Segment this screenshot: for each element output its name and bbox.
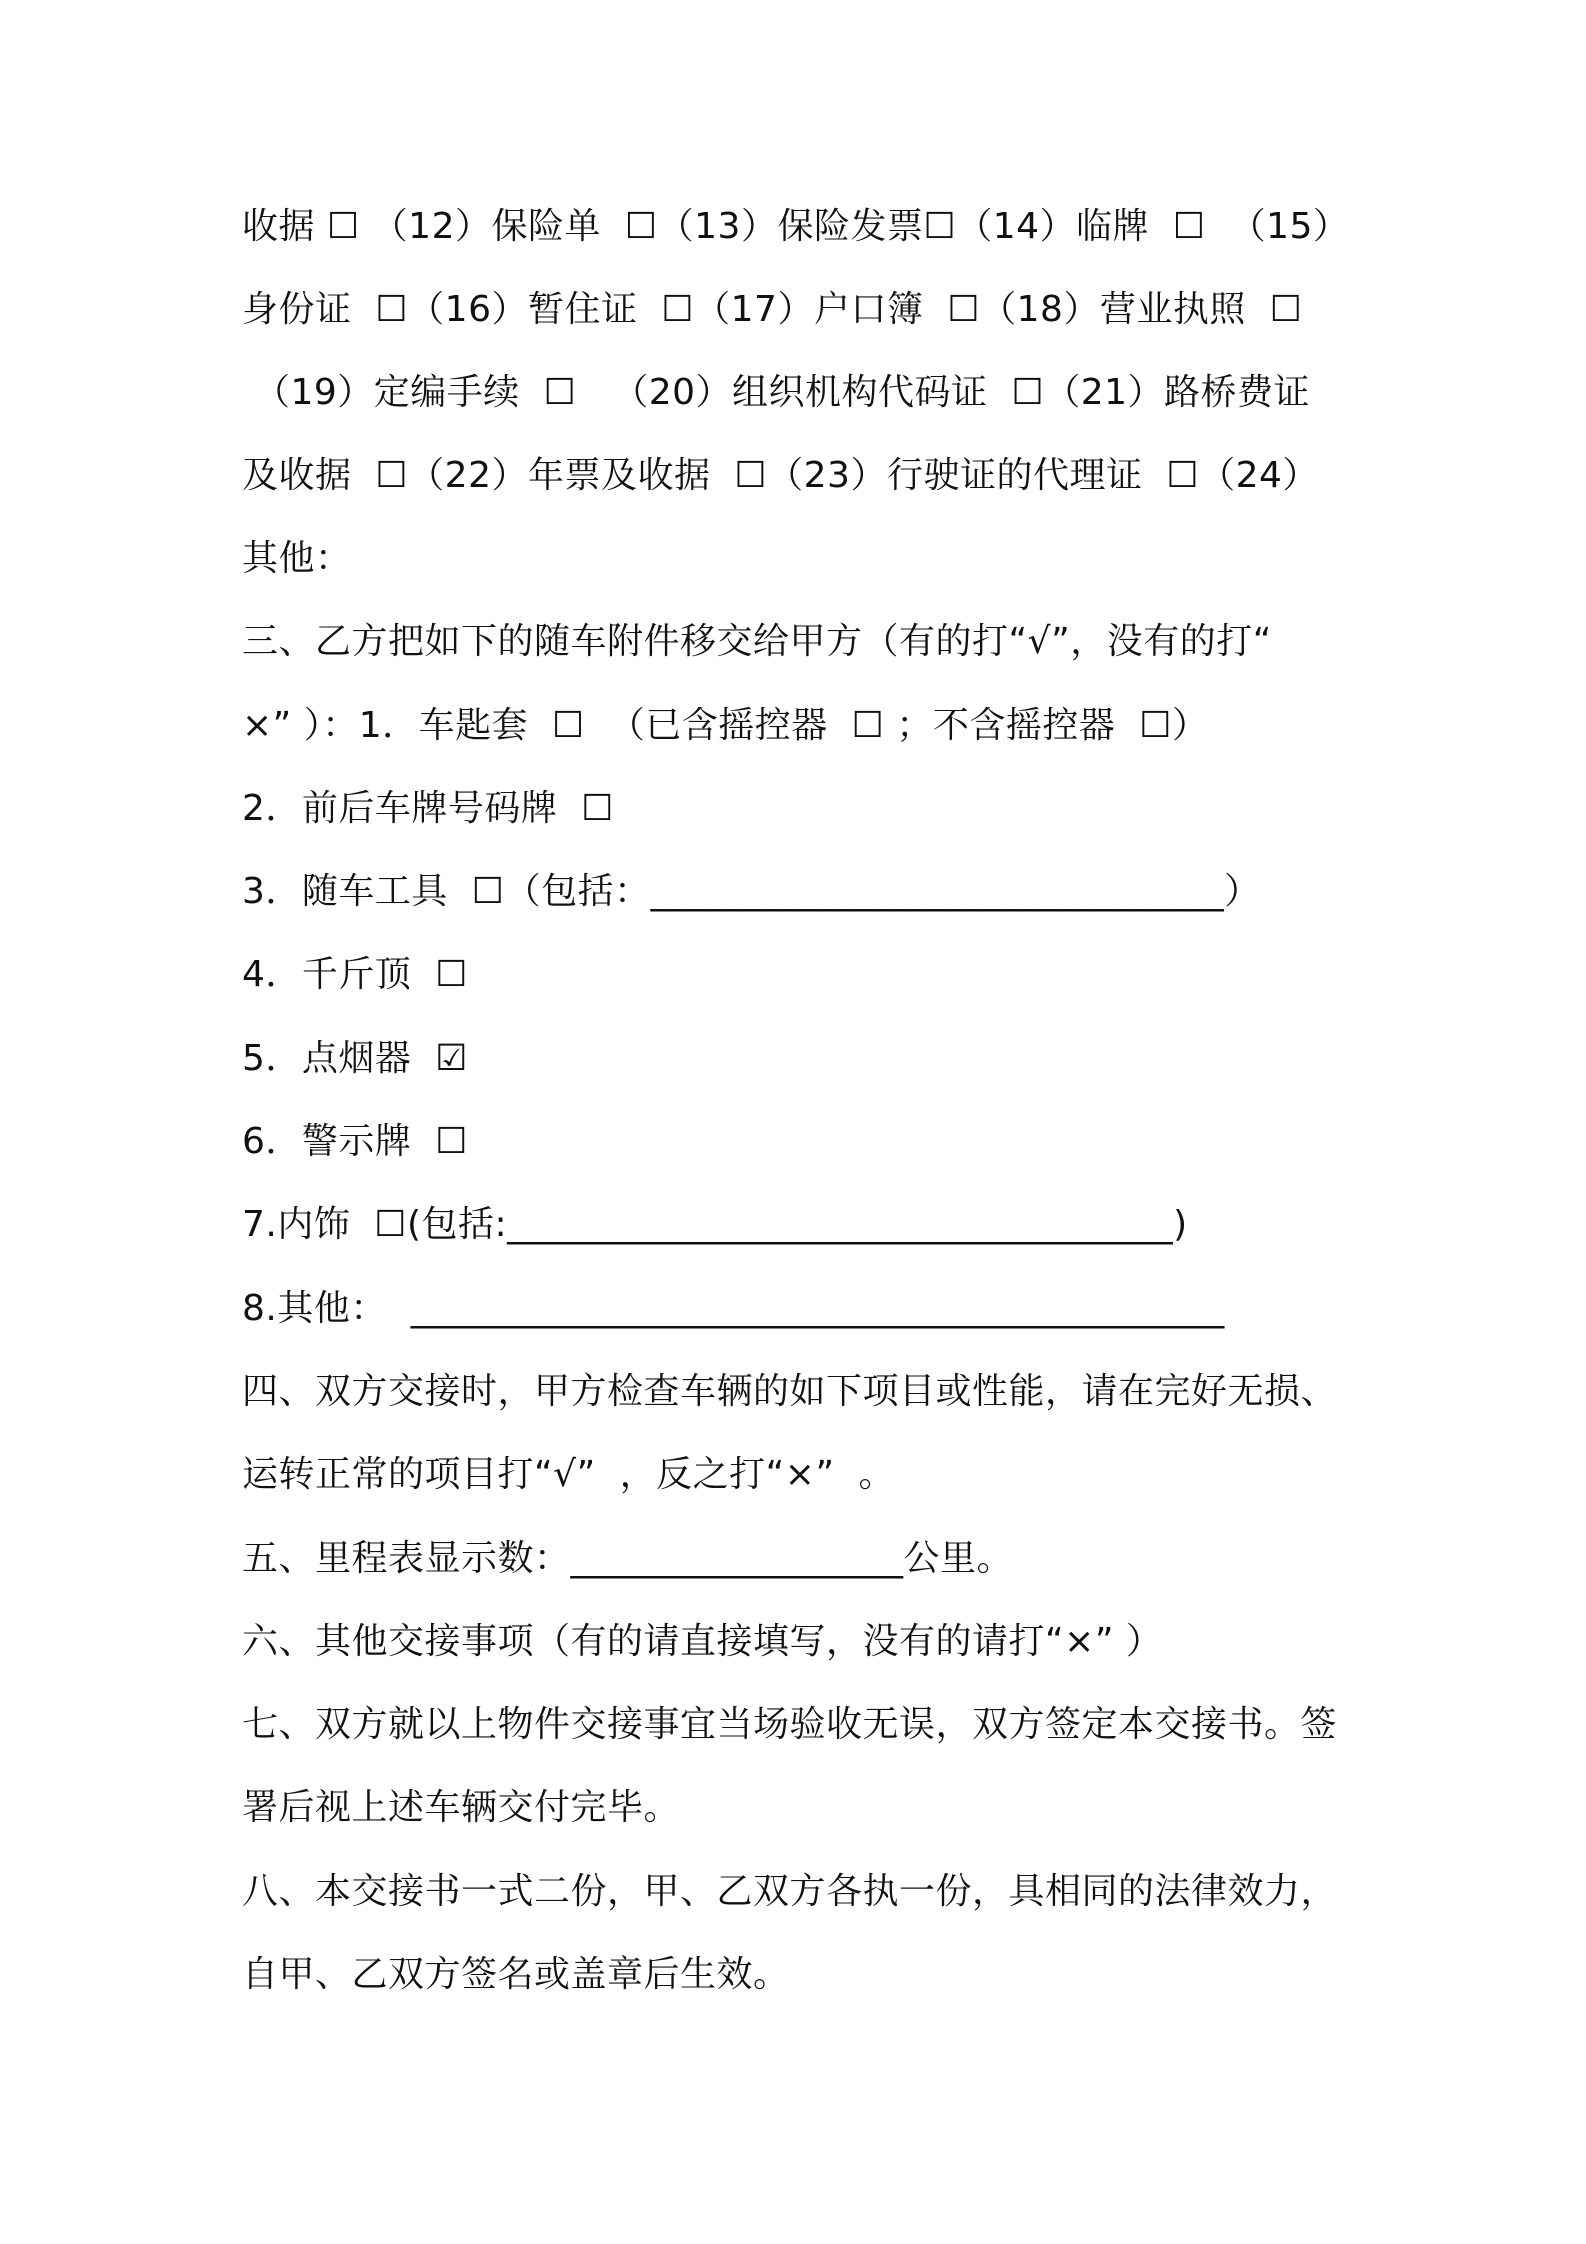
text-line-11: 5．点烟器 ☑ (242, 1038, 469, 1079)
text-line-14: 8.其他： ____________________________________________ (242, 1288, 1225, 1329)
text-line-18: 六、其他交接事项（有的请直接填写，没有的请打“×” ） (242, 1621, 1163, 1662)
text-line-8: 2．前后车牌号码牌 ☐ (242, 788, 615, 829)
text-line-16: 运转正常的项目打“√” ，反之打“×” 。 (242, 1454, 895, 1495)
text-line-20: 署后视上述车辆交付完毕。 (242, 1787, 681, 1828)
text-line-21: 八、本交接书一式二份，甲、乙双方各执一份，具相同的法律效力， (242, 1871, 1338, 1912)
text-line-2: 身份证 ☐（16）暂住证 ☐（17）户口簿 ☐（18）营业执照 ☐ (242, 289, 1303, 330)
text-line-10: 4．千斤顶 ☐ (242, 954, 469, 995)
text-line-6: 三、乙方把如下的随车附件移交给甲方（有的打“√”，没有的打“ (242, 621, 1272, 662)
text-line-4: 及收据 ☐（22）年票及收据 ☐（23）行驶证的代理证 ☐（24） (242, 455, 1319, 496)
text-line-17: 五、里程表显示数：__________________公里。 (242, 1538, 1014, 1579)
text-line-5: 其他： (242, 538, 352, 579)
text-line-15: 四、双方交接时，甲方检查车辆的如下项目或性能，请在完好无损、 (242, 1371, 1338, 1412)
text-line-19: 七、双方就以上物件交接事宜当场验收无误，双方签定本交接书。签 (242, 1704, 1338, 1745)
text-line-1: 收据 ☐ （12）保险单 ☐（13）保险发票☐（14）临牌 ☐ （15） (242, 206, 1350, 247)
text-line-9: 3．随车工具 ☐（包括：_______________________________） (242, 871, 1261, 912)
text-line-12: 6．警示牌 ☐ (242, 1121, 469, 1162)
text-line-13: 7.内饰 ☐(包括:____________________________________) (242, 1204, 1188, 1245)
text-line-3: （19）定编手续 ☐ （20）组织机构代码证 ☐（21）路桥费证 (242, 372, 1311, 413)
text-line-22: 自甲、乙双方签名或盖章后生效。 (242, 1954, 790, 1995)
text-line-7: ×” ）：1．车匙套 ☐ （已含摇控器 ☐ ；不含摇控器 ☐） (242, 705, 1209, 746)
